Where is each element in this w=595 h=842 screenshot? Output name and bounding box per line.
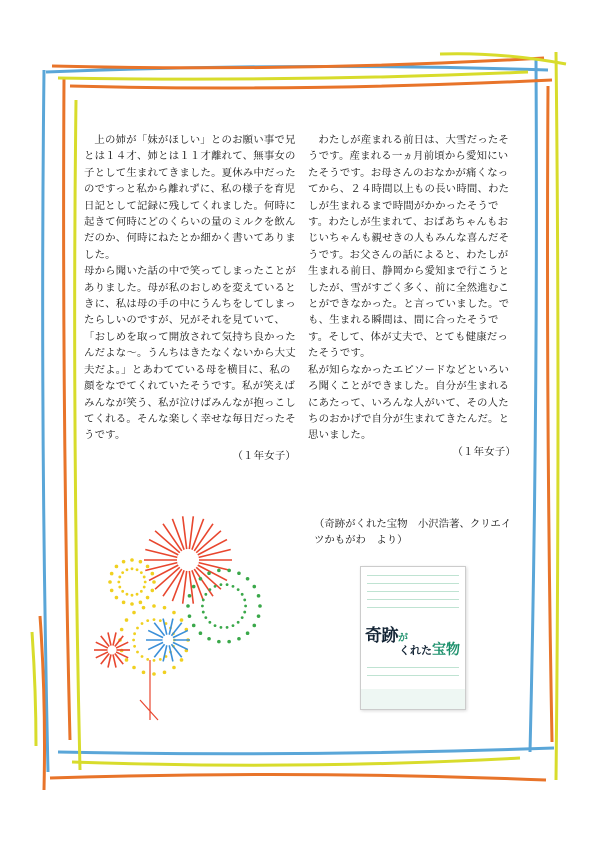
right-signature: （１年女子） <box>452 445 516 458</box>
book-title: 奇跡が <box>365 626 408 646</box>
right-paragraph-1: わたしが産まれる前日は、大雪だったそうです。産まれる一ヵ月前頃から愛知にいたそうです。お母さんのおなかが痛くなってから、２４時間以上もの長い時間、わたしが生まれるまで時間がかかったそうです。わたしが生まれて、おばあちゃんもおじいちゃんも親せきの人もみんな喜んだそうです。お父さんの話によると、わたしが生まれる前日、静岡から愛知まで行こうとしたが、雪がすごく多く、前に全然進むことができなかった。と言っていました。でも、生まれる瞬間は、間に合ったそうです。そして、体が丈夫で、とても健康だったそうです。 <box>308 134 510 360</box>
left-paragraph-1: 上の姉が「妹がほしい」とのお願い事で兄とは１４才、姉とは１１才離れて、無事女の子として生まれてきました。夏休み中だったのですっと私から離れずに、私の様子を育児日記として記録に残してくれました。何時に起きて何時にどのくらいの量のミルクを飲んだのか、何時にねたとか細かく書いてありました。 <box>84 134 296 261</box>
source-note: （奇跡がくれた宝物 小沢浩著、クリエイツかもがわ より） <box>314 518 512 547</box>
left-paragraph-2: 母から聞いた話の中で笑ってしまったことがありました。母が私のおしめを変えているときに、私は母の手の中にうんちをしてしまったらしいのですが、兄がそれを見ていて、「おしめを取って開放されて気持ち良かったんだよな〜。うんちはきたなくないから大丈夫だよ。」とあわてている母を横目に、私の顔をなでてくれていたそうです。私が笑えばみんなが笑う、私が泣けばみんなが抱っこしてくれる。そんな楽しく幸せな毎日だったそうです。 <box>84 265 296 442</box>
book-subtitle: くれた宝物 <box>399 642 460 658</box>
right-paragraph-2: 私が知らなかったエピソードなどといろいろ聞くことができました。自分が生まれるにあたって、いろんな人がいて、その人たちのおかげで自分が生まれてきたんだ。と思いました。 <box>308 363 510 442</box>
left-essay <box>84 132 296 464</box>
right-essay <box>308 132 516 460</box>
book-cover-image <box>360 566 466 710</box>
left-signature: （１年女子） <box>232 449 296 462</box>
